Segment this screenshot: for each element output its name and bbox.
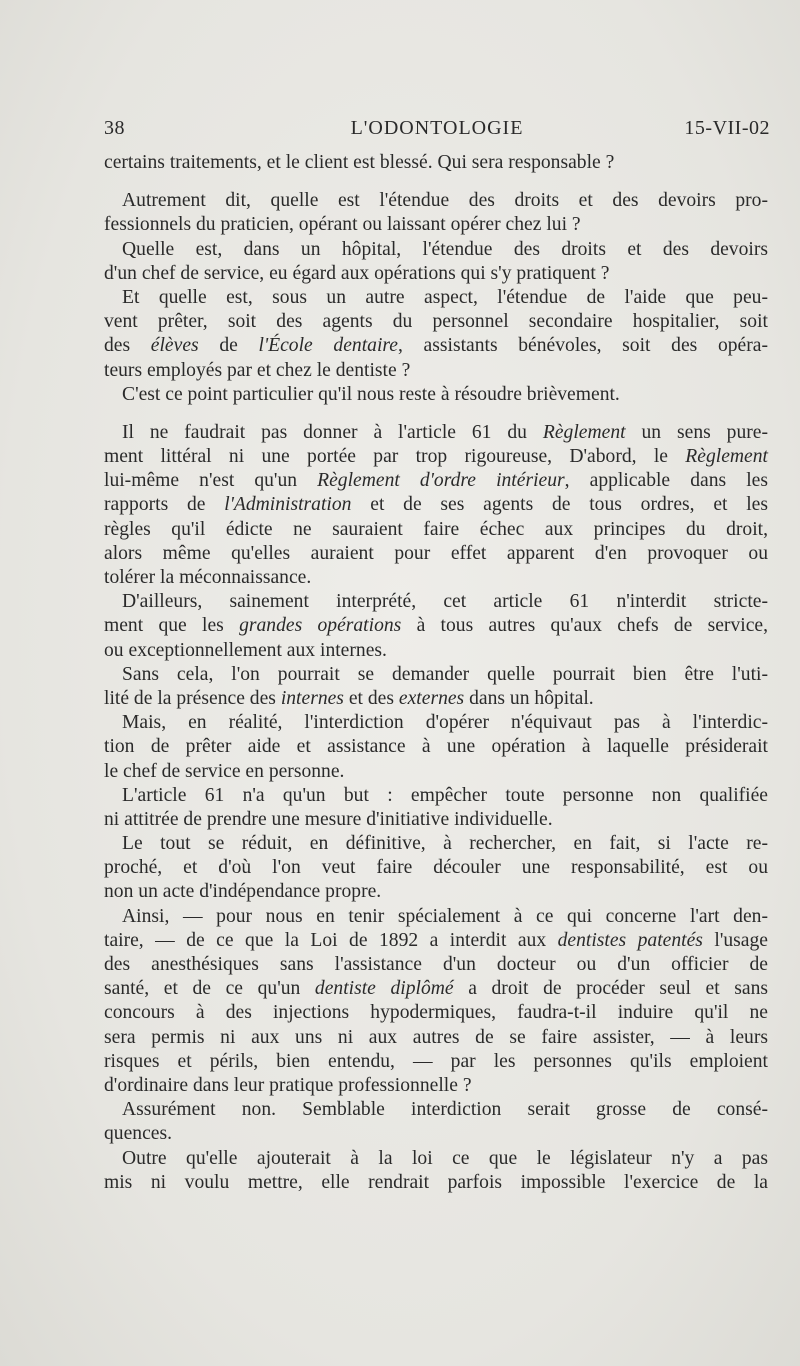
issue-date: 15-VII-02 <box>684 117 770 139</box>
emphasis: élèves <box>150 335 199 357</box>
text-line: vent prêter, soit des agents du personnel secondaire hospitalier, soit <box>104 311 768 333</box>
emphasis: internes <box>280 687 344 709</box>
text-line: quences. <box>104 1123 173 1145</box>
text-line: C'est ce point particulier qu'il nous reste à résoudre brièvement. <box>122 383 620 405</box>
text-line: ni attitrée de prendre une mesure d'initiative individuelle. <box>104 808 553 830</box>
text-line: Autrement dit, quelle est l'étendue des droits et des devoirs pro- <box>122 190 768 212</box>
text-line: L'article 61 n'a qu'un but : empêcher toute personne non qualifiée <box>122 784 768 806</box>
text-line: certains traitements, et le client est blessé. Qui sera responsable ? <box>104 152 615 173</box>
text-line: Mais, en réalité, l'interdiction d'opérer n'équivaut pas à l'interdic- <box>122 712 768 734</box>
text-line: D'ailleurs, sainement interprété, cet article 61 n'interdit stricte- <box>122 591 768 613</box>
text-line: des élèves de l'École dentaire, assistants bénévoles, soit des opéra- <box>104 335 768 357</box>
emphasis: l'École dentaire <box>258 335 398 357</box>
emphasis: l'Administration <box>224 494 352 516</box>
text-line: Sans cela, l'on pourrait se demander quelle pourrait bien être l'uti- <box>122 663 768 685</box>
text-line: lité de la présence des internes et des externes dans un hôpital. <box>104 687 594 709</box>
body-text <box>104 151 768 1195</box>
text-line: non un acte d'indépendance propre. <box>104 881 382 903</box>
text-line: Assurément non. Semblable interdiction serait grosse de consé- <box>122 1099 768 1121</box>
text-line: Le tout se réduit, en définitive, à rechercher, en fait, si l'acte re- <box>122 833 768 855</box>
text-line: Et quelle est, sous un autre aspect, l'étendue de l'aide que peu- <box>122 286 768 308</box>
text-line: tolérer la méconnaissance. <box>104 567 312 588</box>
text-line: mis ni voulu mettre, elle rendrait parfois impossible l'exercice de la <box>104 1171 768 1193</box>
journal-title: L'ODONTOLOGIE <box>350 117 524 139</box>
text-line: ou exceptionnellement aux internes. <box>104 639 387 661</box>
text-line: rapports de l'Administration et de ses agents de tous ordres, et les <box>104 494 768 516</box>
text-line: d'un chef de service, eu égard aux opérations qui s'y pratiquent ? <box>104 262 610 284</box>
text-line: ment que les grandes opérations à tous autres qu'aux chefs de service, <box>104 615 768 637</box>
text-line: Quelle est, dans un hôpital, l'étendue des droits et des devoirs <box>122 238 768 260</box>
emphasis: dentistes patentés <box>557 929 703 951</box>
text-line: santé, et de ce qu'un dentiste diplômé a droit de procéder seul et sans <box>104 978 768 1000</box>
text-line: teurs employés par et chez le dentiste ? <box>104 359 411 381</box>
text-line: fessionnels du praticien, opérant ou laissant opérer chez lui ? <box>104 214 581 236</box>
emphasis: externes <box>398 687 465 709</box>
text-line: des anesthésiques sans l'assistance d'un docteur ou d'un officier de <box>104 954 768 975</box>
running-header <box>104 117 770 141</box>
emphasis: Règlement d'ordre intérieur <box>317 470 565 492</box>
page-number: 38 <box>104 117 125 139</box>
emphasis: Règlement <box>685 446 768 468</box>
text-line: règles qu'il édicte ne sauraient faire échec aux principes du droit, <box>104 518 768 540</box>
text-line: tion de prêter aide et assistance à une opération à laquelle présiderait <box>104 736 768 758</box>
text-line: ment littéral ni une portée par trop rigoureuse, D'abord, le Règlement <box>104 446 768 468</box>
text-line: alors même qu'elles auraient pour effet apparent d'en provoquer ou <box>104 542 768 564</box>
text-line: sera permis ni aux uns ni aux autres de se faire assister, — à leurs <box>104 1026 768 1048</box>
text-line: d'ordinaire dans leur pratique professionnelle ? <box>104 1074 472 1096</box>
text-line: Outre qu'elle ajouterait à la loi ce que le législateur n'y a pas <box>122 1147 768 1169</box>
text-line: Ainsi, — pour nous en tenir spécialement à ce qui concerne l'art den- <box>122 905 768 927</box>
text-line: le chef de service en personne. <box>104 760 345 782</box>
text-line: proché, et d'où l'on veut faire découler une responsabilité, est ou <box>104 857 768 879</box>
text-line: lui-même n'est qu'un Règlement d'ordre intérieur, applicable dans les <box>104 470 768 492</box>
emphasis: grandes opérations <box>239 615 402 637</box>
text-line: risques et périls, bien entendu, — par les personnes qu'ils emploient <box>104 1050 768 1072</box>
text-line: concours à des injections hypodermiques, faudra-t-il induire qu'il ne <box>104 1002 768 1024</box>
emphasis: dentiste diplômé <box>314 978 454 1000</box>
text-line: taire, — de ce que la Loi de 1892 a interdit aux dentistes patentés l'usage <box>104 929 768 951</box>
text-line: Il ne faudrait pas donner à l'article 61 du Règlement un sens pure- <box>122 421 768 443</box>
emphasis: Règlement <box>542 421 626 443</box>
